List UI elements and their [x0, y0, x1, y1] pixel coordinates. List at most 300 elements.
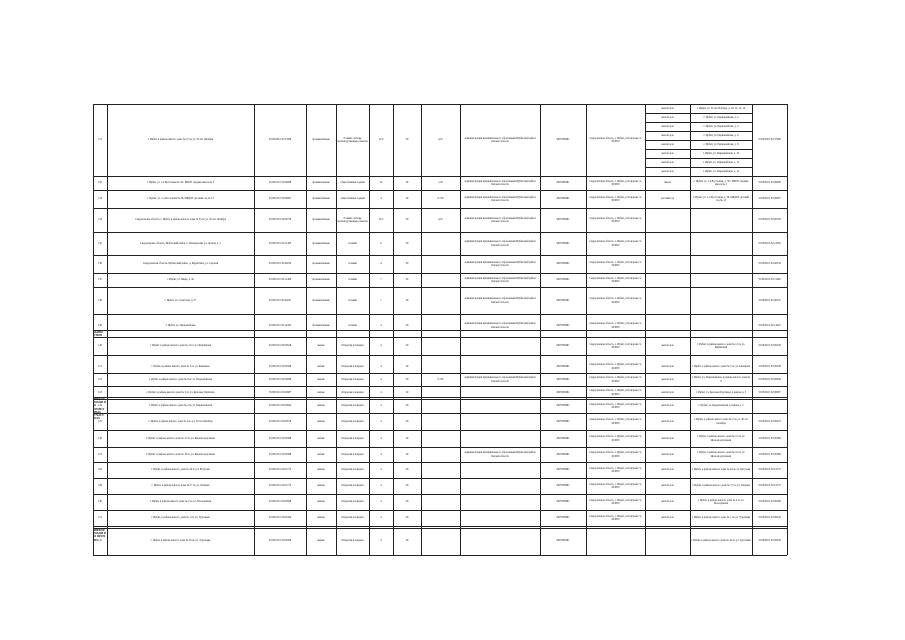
table-cell-area: 12,5 [378, 218, 384, 222]
table-cell-use: стоянки [348, 262, 357, 266]
table-cell-addr: Свердловская область, Ирбитский район, п. Пионерский, ул. Лесная, д. 5 [140, 241, 221, 245]
table-cell-kind: жилой дом [661, 419, 674, 423]
table-cell-inn: 6607008481 [556, 404, 570, 408]
table-cell-inn: 6607008481 [556, 298, 570, 302]
table-cell-cad: 55:08:0101:32:21485 [268, 241, 292, 245]
table-cell-addr: г. Ирбит, в районе жилого дома № 3 по ул. Красных Партизан [146, 390, 215, 394]
table-cell-addr: г. Ирбит, в районе жилого дома № 19 по ул. Железнодорожная [146, 452, 215, 456]
table-cell-inn: 6607008481 [556, 468, 570, 472]
table-cell-c8 [421, 399, 460, 413]
table-cell-c7: 20 [405, 419, 409, 423]
table-cell-addr: г. Ирбит, в районе жилого дома № 16 по ул. Тургенева [150, 538, 211, 542]
table-cell-c8: 0,10 [438, 218, 443, 222]
table-rule [645, 176, 752, 177]
table-cell-cad: 55:08:0101:32:00368 [268, 452, 292, 456]
table-cell-note: г. Ирбит, в районе жилого дома № 2 по ул. 50 лет Октября [693, 418, 749, 425]
table-cell-area: 4 [380, 197, 382, 201]
table-cell-owner [460, 478, 540, 494]
table-cell-addr: г. Ирбит, ул. Мира, д. 42 [167, 278, 194, 282]
table-cell-num: 128 [98, 468, 102, 472]
table-cell-note: г. Ирбит, в районе жилого дома № 16 по ул. Тургенева [691, 538, 751, 542]
table-rule [93, 555, 787, 556]
table-cell-c7: 20 [405, 484, 409, 488]
table-rule [93, 397, 787, 398]
table-cell-owner: Администрация муниципального образования Ирбитский район Омской области [464, 322, 536, 329]
table-cell-cat: промышленные [312, 262, 330, 266]
table-cell-owner: Администрация муниципального образования Ирбитский район Омской области [464, 240, 536, 247]
table-cell-owner [460, 399, 540, 413]
table-cell-num: 134 [98, 218, 102, 222]
table-cell-num: 138 [98, 298, 102, 302]
table-cell-org: Свердловская область, г. Ирбит, ул.Говорова, 9, 623850 [589, 402, 642, 409]
table-cell-cad: 55:08:0101:32:00444 [268, 516, 292, 520]
table-cell-org: Свердловская область, г. Ирбит, ул.Говорова, 9, 623850 [589, 216, 642, 223]
table-cell-addr: г. Ирбит, в районе жилого дома № 44 по ул. Кутузова [151, 468, 210, 472]
table-cell-note [690, 314, 752, 337]
table-cell-addr: г. Ирбит, в районе жилого дома № 1 по ул. Тургенева [151, 516, 210, 520]
table-cell-cat: промышленные [312, 298, 330, 302]
table-cell-num: 127 [98, 452, 102, 456]
table-cell-kind [645, 232, 690, 255]
table-cell-cat: жилые [317, 364, 325, 368]
table-cell-kind: жилой дом [661, 500, 674, 504]
table-cell-cad: 55:08:0101:32:40231 [268, 298, 292, 302]
table-cell-owner: Администрация муниципального образования Ирбитский район Омской области [464, 195, 536, 202]
table-cell-num: 132 [98, 538, 102, 542]
table-cell-note: г. Ирбит, ул. 1-я Восточная, д. 36 / МБОУ средняя школа № 3 [693, 179, 749, 186]
table-cell-cad2: 55:08:0101:32:01573 [758, 468, 781, 472]
table-cell-c8 [421, 360, 460, 373]
table-cell-kind: жилой дом [661, 468, 674, 472]
table-cell-area: 4 [380, 436, 382, 440]
table-cell-note [690, 273, 752, 287]
table-cell-org: Свердловская область, г. Ирбит, ул.Говорова, 9, 623850 [589, 179, 642, 186]
table-cell-owner [460, 360, 540, 373]
table-cell-org: Свердловская область, г. Ирбит, ул.Говорова, 9, 623850 [589, 418, 642, 425]
table-cell-c8 [421, 462, 460, 478]
table-cell-note [690, 255, 752, 273]
table-cell-addr: г. Ирбит, в районе жилого дома № 2 по ул. Молодежная [149, 500, 212, 504]
table-cell-owner: Администрация муниципального образования Ирбитский район Омской области [464, 260, 536, 267]
table-cell-owner [460, 494, 540, 510]
table-cell-addr: Свердловская область, г. Ирбит, в районе жилого дома № 33 по ул. 50 лет Октября [135, 218, 226, 222]
table-cell-area: 4 [380, 323, 382, 327]
table-cell-org: Свердловская область, г. Ирбит, ул.Говорова, 9, 623850 [589, 297, 642, 304]
table-cell-area: 4 [380, 419, 382, 423]
table-cell-kind [645, 273, 690, 287]
table-cell-area: 4 [380, 390, 382, 394]
table-cell-c7: 20 [405, 323, 409, 327]
table-cell-use: Открытая площадка [341, 436, 364, 440]
table-cell-use: стоянки [348, 278, 357, 282]
table-cell-c8: 0,10 [438, 138, 443, 142]
table-cell-inn: 6607008481 [556, 218, 570, 222]
table-cell-owner: Администрация муниципального образования Ирбитский район Омской области [464, 179, 536, 186]
table-cell-owner [460, 413, 540, 430]
table-cell-addr: г. Ирбит, ул. 1-я Восточная № 34 / МБОУ средняя школа № 3 [146, 181, 215, 185]
table-cell-use: Открытая площадка [341, 538, 364, 542]
table-cell-c7: 20 [405, 298, 409, 302]
table-cell-area: 6 [380, 241, 382, 245]
table-cell-cad2: 55:08:0101:32:40234 [758, 262, 781, 266]
table-cell-cad2: 55:08:0101:32:00518 [758, 419, 781, 423]
table-cell-kind: жилой дом [661, 390, 674, 394]
table-cell-use: Открытая площадка [341, 377, 364, 381]
table-cell-cat: жилые [317, 538, 325, 542]
table-cell-cat: жилые [317, 500, 325, 504]
table-cell-kind: жилой дом [661, 452, 674, 456]
table-cell-use: Открытая площадка [341, 468, 364, 472]
table-cell-note: г. Ирбит, в районе жилого дома № 17 по ул. Озерная [692, 484, 750, 488]
table-cell-addr: г. Ирбит, в районе жилого дома № 15 по ул. Железнодорожная [146, 436, 215, 440]
table-cell-org: Свердловская область, г. Ирбит, ул.Говорова, 9, 623850 [589, 514, 642, 521]
table-cell-inn: 6607008481 [556, 197, 570, 201]
table-cell-c8 [421, 526, 460, 555]
table-cell-num: 126 [98, 436, 102, 440]
table-cell-use: стоянки [348, 241, 357, 245]
table-cell-cad: 55:08:0101:32:00368 [268, 436, 292, 440]
table-cell-num: 137 [98, 278, 102, 282]
table-cell-c7: 20 [405, 262, 409, 266]
table-cell-c8 [421, 287, 460, 314]
table-cell-area: 7 [380, 278, 382, 282]
table-cell-area: 12,0 [378, 138, 384, 142]
table-cell-org: Свердловская область, г. Ирбит, ул.Говорова, 9, 623850 [589, 363, 642, 370]
table-cell-kind [645, 208, 690, 232]
table-cell-area: 4 [380, 538, 382, 542]
table-cell-num: 132 [98, 181, 102, 185]
table-cell-note: г. Ирбит, ул. Бердюгинская, в районе д. 2 [698, 404, 744, 408]
table-cell-cat: жилые [317, 390, 325, 394]
table-cell-inn: 6607008481 [556, 241, 570, 245]
table-cell-inn: 6607008481 [556, 436, 570, 440]
sub-entry-kind: жилой дом [661, 106, 674, 110]
table-cell-c7: 20 [405, 390, 409, 394]
table-cell-kind: жилой дом [661, 364, 674, 368]
table-cell-kind [645, 255, 690, 273]
table-cell-area: 4 [380, 364, 382, 368]
table-cell-c8 [421, 478, 460, 494]
table-cell-org: Свердловская область, г. Ирбит, ул.Говорова, 9, 623850 [589, 276, 642, 283]
section-label: ИНФОР МАЦИ Я О ЗЕМЕЛ НЫХ УЧАСТ КАХ [94, 398, 106, 421]
table-cell-cat: жилые [317, 516, 325, 520]
table-cell-c7: 20 [405, 278, 409, 282]
table-cell-cad: 55:08:0101:32:00548 [268, 344, 292, 348]
table-cell-cat: жилые [317, 404, 325, 408]
table-cell-cad2: 55:08:0101:32:06097 [758, 197, 781, 201]
table-cell-c7: 20 [405, 452, 409, 456]
table-cell-cat: жилые [317, 468, 325, 472]
table-cell-c8 [421, 447, 460, 462]
table-cell-cad: 55:08:0401:32:37096 [268, 138, 292, 142]
sub-entry-kind: жилой дом [661, 133, 674, 137]
table-cell-kind [645, 314, 690, 337]
table-cell-note: г. Ирбит, ул. Первомайская, в районе жилого дома № 8 [691, 376, 751, 383]
table-rule [93, 528, 787, 529]
table-cell-num: 129 [98, 484, 102, 488]
table-cell-cad: 55:08:0101:32:11490 [268, 278, 292, 282]
table-cell-area: 7 [380, 298, 382, 302]
table-cell-c8 [421, 430, 460, 447]
table-cell-org [586, 526, 645, 555]
table-cell-use: Открытая площадка [341, 419, 364, 423]
table-cell-cad: 55:08:0101:32:00568 [268, 500, 292, 504]
table-cell-inn: 6607008481 [556, 278, 570, 282]
table-cell-cad2: 55:08:0101:32:00444 [758, 516, 781, 520]
table-cell-org: Свердловская область, г. Ирбит, ул.Говорова, 9, 623850 [589, 195, 642, 202]
table-cell-org: Свердловская область, г. Ирбит, ул.Говорова, 9, 623850 [589, 322, 642, 329]
table-cell-cad2: 55:08:0101:32:40231 [758, 298, 781, 302]
table-cell-cad2: 55:08:0101:32:06728 [758, 218, 781, 222]
sub-entry-address: г. Ирбит, ул. Первомайская, д. 4 [703, 124, 739, 128]
table-cell-c8 [421, 232, 460, 255]
table-cell-cad2: 55:08:0101:32:06068 [758, 181, 781, 185]
table-cell-cat: жилые [317, 344, 325, 348]
table-cell-addr: г. Ирбит, в районе жилого дома № 2 по ул. 50 лет Октября [148, 419, 213, 423]
table-cell-org: Свердловская область, г. Ирбит, ул.Говорова, 9, 623850 [589, 342, 642, 349]
table-cell-num: 122 [98, 377, 102, 381]
table-cell-inn: 6607008481 [556, 323, 570, 327]
table-cell-num: 130 [98, 500, 102, 504]
sub-entry-address: г. Ирбит, ул. Первомайская, д. 8 [703, 142, 739, 146]
table-cell-c8: 0,750 [437, 377, 444, 381]
table-cell-cad: 55:08:0101:32:06728 [268, 218, 292, 222]
table-cell-org: Свердловская область, г. Ирбит, ул.Говорова, 9, 623850 [589, 136, 642, 143]
table-cell-inn: 6607008481 [556, 500, 570, 504]
table-cell-kind: детский сад [660, 197, 675, 201]
table-cell-c7: 20 [405, 377, 409, 381]
table-cell-c8: 0,750 [437, 197, 444, 201]
table-cell-inn: 6607008481 [556, 262, 570, 266]
table-cell-cad2: 55:08:0101:32:00948 [758, 377, 781, 381]
table-cell-kind: жилой дом [661, 436, 674, 440]
table-cell-kind: школа [664, 181, 671, 185]
table-cell-num: 121 [98, 364, 102, 368]
table-cell-inn: 6607008481 [556, 452, 570, 456]
table-cell-num: 131 [98, 516, 102, 520]
table-cell-num: 135 [98, 241, 102, 245]
table-cell-area: 4 [380, 452, 382, 456]
table-cell-cad: 55:08:0101:32:14425 [268, 323, 292, 327]
table-cell-use: Открытая площадка [341, 500, 364, 504]
table-cell-cat: жилые [317, 452, 325, 456]
table-cell-cat: промышленные [312, 138, 330, 142]
table-cell-c7: 20 [405, 364, 409, 368]
table-cell-addr: Свердловская область, Ирбитский район, д. Бердюгина, ул. Садовая [142, 262, 219, 266]
sub-entry-kind: жилой дом [661, 169, 674, 173]
sub-entry-kind: жилой дом [661, 115, 674, 119]
table-cell-note: г. Ирбит, в районе жилого дома № 15 по ул. Железнодорожная [697, 435, 745, 442]
table-cell-org: Свердловская область, г. Ирбит, ул.Говорова, 9, 623850 [589, 451, 642, 458]
table-cell-use: стоянки [348, 298, 357, 302]
table-cell-area: 4 [380, 484, 382, 488]
table-cell-addr: г. Ирбит, в районе жилого дома № 8 по ул. Первомайская [149, 377, 212, 381]
table-cell-cad: 55:08:0101:32:01573 [268, 484, 292, 488]
table-cell-cat: жилые [317, 419, 325, 423]
table-cell-owner [460, 430, 540, 447]
table-cell-org: Свердловская область, г. Ирбит, ул.Говорова, 9, 623850 [589, 435, 642, 442]
table-cell-inn: 6607008481 [556, 390, 570, 394]
table-cell-use: Открытая площадка [341, 484, 364, 488]
table-cell-cad: 55:08:0101:32:06068 [268, 181, 292, 185]
table-cell-c8 [421, 494, 460, 510]
table-cell-c7: 20 [405, 468, 409, 472]
table-cell-cad2: 55:08:0501:32:37096 [758, 138, 781, 142]
table-cell-cat: промышленные [312, 323, 330, 327]
table-cell-cat: жилые [317, 436, 325, 440]
section-label: ИНФОР МАЦИ Я О ПРОЧ ИХ [94, 529, 106, 542]
table-cell-cat: жилые [317, 377, 325, 381]
table-cell-org: Свердловская область, г. Ирбит, ул.Говорова, 9, 623850 [589, 389, 642, 396]
table-cell-c7: 20 [405, 344, 409, 348]
table-cell-addr: г. Ирбит, в районе жилого дома № 5 по ул. Каменная [151, 364, 210, 368]
table-cell-cad: 55:08:0101:32:00942 [268, 404, 292, 408]
sub-entry-address: г. Ирбит, ул. 50 лет Победы, д. 10, 12, 13, 14 [696, 106, 746, 110]
table-cell-addr: г. Ирбит, в районе жилого дома № 2 по ул. Бердюгинская [149, 404, 212, 408]
table-cell-c7: 20 [405, 538, 409, 542]
table-cell-cad2: 55:08:0101:32:00368 [758, 452, 781, 456]
table-cell-cad: 55:08:0101:32:01573 [268, 468, 292, 472]
table-cell-area: 4 [380, 262, 382, 266]
table-cell-c8 [421, 510, 460, 526]
table-cell-cat: промышленные [312, 241, 330, 245]
table-cell-kind: жилой дом [661, 344, 674, 348]
sub-entry-address: г. Ирбит, ул. Первомайская, д. 6 [703, 133, 739, 137]
table-cell-c8 [421, 337, 460, 355]
table-cell-area: 4 [380, 500, 382, 504]
table-cell-note: г. Ирбит, в районе жилого дома № 1 по ул. Тургенева [691, 516, 751, 520]
table-cell-cad: 55:08:0101:32:00948 [268, 377, 292, 381]
table-cell-use: стоянки, склады, производственные объекты [337, 136, 368, 143]
table-cell-kind: жилой дом [661, 377, 674, 381]
table-cell-note [690, 208, 752, 232]
table-cell-addr: г. Ирбит, в районе жилого дома № 21 по ул. 50 лет Октября [147, 138, 214, 142]
table-cell-cad: 55:08:0101:32:00458 [268, 538, 292, 542]
table-cell-cat: промышленные [312, 181, 330, 185]
table-cell-c8 [421, 255, 460, 273]
table-cell-kind [645, 287, 690, 314]
table-cell-c7: 20 [405, 241, 409, 245]
table-cell-c7: 20 [405, 138, 409, 142]
sub-entry-address: г. Ирбит, ул. Первомайская, д. 14 [702, 169, 740, 173]
table-cell-kind: жилой дом [661, 484, 674, 488]
table-cell-num: 120 [98, 344, 102, 348]
table-cell-owner: Администрация муниципального образования Ирбитский район Омской области [464, 276, 536, 283]
table-cell-cad: 55:08:0101:32:40234 [268, 262, 292, 266]
table-cell-kind [645, 526, 690, 555]
table-cell-num: 124 [98, 404, 102, 408]
table-cell-use: стоянки [348, 323, 357, 327]
table-cell-cad2: 55:08:0101:32:21485 [758, 241, 781, 245]
table-cell-num: 139 [98, 323, 102, 327]
table-cell-note: г. Ирбит, в районе жилого дома № 2 по ул. Молодежная [697, 498, 745, 505]
table-cell-cat: промышленные [312, 197, 330, 201]
table-cell-owner: Администрация муниципального образования Ирбитский район Омской области [464, 451, 536, 458]
table-cell-use: стоянки, склады, производственные объекты [337, 216, 368, 223]
table-cell-addr: г. Ирбит, ул. Советская, д. 27 [164, 298, 197, 302]
table-cell-c8: 1,20 [438, 181, 443, 185]
table-cell-inn: 6607008481 [556, 516, 570, 520]
table-cell-use: Открытая площадка [341, 404, 364, 408]
table-cell-c8 [421, 314, 460, 337]
table-cell-cad2: 55:08:0101:32:00987 [758, 390, 781, 394]
table-cell-note [690, 232, 752, 255]
table-cell-owner: Администрация муниципального образования Ирбитский район Омской области [464, 216, 536, 223]
table-cell-c8 [421, 273, 460, 287]
table-cell-owner [460, 526, 540, 555]
table-cell-cat: жилые [317, 484, 325, 488]
table-cell-cad: 55:08:0101:32:06097 [268, 197, 292, 201]
table-rule [93, 330, 787, 331]
table-cell-area: 4 [380, 377, 382, 381]
table-cell-note: г. Ирбит, в районе жилого дома № 44 по ул. Кутузова [691, 468, 751, 472]
table-cell-use: Открытая площадка [341, 390, 364, 394]
table-cell-inn: 6607008481 [556, 377, 570, 381]
table-cell-addr: г. Ирбит, ул. Первомайская [165, 323, 196, 327]
table-cell-num: 123 [98, 390, 102, 394]
table-cell-org: Свердловская область, г. Ирбит, ул.Говорова, 9, 623850 [589, 260, 642, 267]
table-cell-area: 4 [380, 516, 382, 520]
table-cell-c7: 20 [405, 500, 409, 504]
table-cell-cad: 55:08:0101:32:00348 [268, 364, 292, 368]
table-cell-use: общественные здания [340, 181, 365, 185]
sub-entry-kind: жилой дом [661, 160, 674, 164]
table-cell-owner [460, 510, 540, 526]
table-cell-note: г. Ирбит, в районе жилого дома № 19 по ул. Железнодорожная [697, 451, 745, 458]
table-cell-owner: Администрация муниципального образования Ирбитский район Омской области [464, 376, 536, 383]
table-cell-area: 4 [380, 468, 382, 472]
table-cell-owner [460, 462, 540, 478]
table-cell-inn: 6607008481 [556, 344, 570, 348]
table-cell-inn: 6607008481 [556, 138, 570, 142]
table-cell-org: Свердловская область, г. Ирбит, ул.Говорова, 9, 623850 [589, 240, 642, 247]
sub-entry-address: г. Ирбит, ул. Первомайская, д. 12 [702, 160, 740, 164]
table-cell-org: Свердловская область, г. Ирбит, ул.Говорова, 9, 623850 [589, 466, 642, 473]
table-cell-cad: 55:08:0101:32:00518 [268, 419, 292, 423]
table-cell-kind: жилой дом [661, 516, 674, 520]
table-cell-cad2: 55:08:0101:32:00348 [758, 364, 781, 368]
table-cell-org: Свердловская область, г. Ирбит, ул.Говорова, 9, 623850 [589, 376, 642, 383]
table-cell-org: Свердловская область, г. Ирбит, ул.Говорова, 9, 623850 [589, 498, 642, 505]
table-cell-cad2: 55:08:0101:32:00458 [758, 538, 781, 542]
table-cell-num: 131 [98, 138, 102, 142]
table-cell-c7: 20 [405, 197, 409, 201]
table-cell-use: общественные здания [340, 197, 365, 201]
table-cell-addr: г. Ирбит, в районе жилого дома № 17 по ул. Озерная [151, 484, 210, 488]
table-cell-cad2: 55:08:0101:32:11490 [758, 278, 781, 282]
sub-entry-address: г. Ирбит, ул. Первомайская, д. 10 [702, 151, 740, 155]
table-cell-c7: 20 [405, 436, 409, 440]
table-cell-num: 125 [98, 419, 102, 423]
table-cell-area: 4 [380, 344, 382, 348]
table-cell-note [690, 287, 752, 314]
sub-entry-address: г. Ирбит, ул. Первомайская, д. 2 [703, 115, 739, 119]
section-label: ЖИВО ТНОВ [94, 331, 103, 337]
table-cell-area: 4 [380, 404, 382, 408]
table-cell-note: г. Ирбит, в районе жилого дома № 5 по ул. Каменная [691, 364, 750, 368]
table-cell-num: 136 [98, 262, 102, 266]
table-cell-use: Открытая площадка [341, 516, 364, 520]
table-cell-owner [460, 337, 540, 355]
table-cell-addr: г. Ирбит, в районе жилого дома № 12 по ул. Кирпичная [150, 344, 211, 348]
table-cell-cad2: 55:08:0101:32:00368 [758, 436, 781, 440]
table-cell-note: г. Ирбит, ул. 1-я Восточная, д. 36, МБДОУ детский сад № 13 [693, 195, 749, 202]
table-cell-addr: г. Ирбит, ул. 1-я Восточная № 36, МБДОУ детский сад № 13 [147, 197, 214, 201]
table-cell-org: Свердловская область, г. Ирбит, ул.Говорова, 9, 623850 [589, 482, 642, 489]
table-cell-area: 10 [379, 181, 383, 185]
sub-entry-kind: жилой дом [661, 151, 674, 155]
table-rule [93, 355, 787, 356]
